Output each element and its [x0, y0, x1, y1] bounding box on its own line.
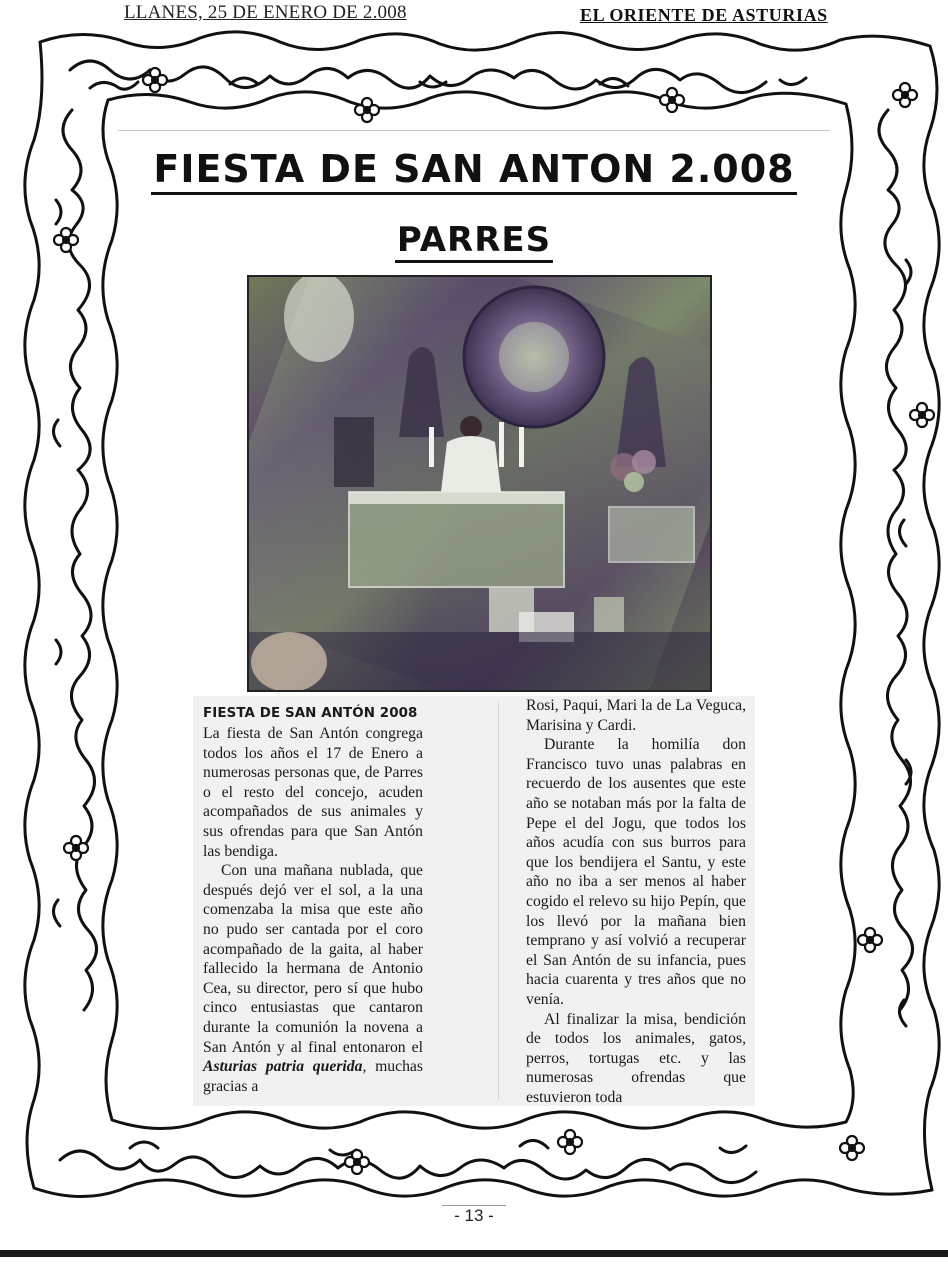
clipping-paragraph: Durante la homilía don Francisco tuvo unas palabras en recuerdo de los ausentes que este año se notaban más por la falta de Pepe el del Jogu, que todos los años acudía con sus burros para que los bendijera el Santu, y este año no iba a ser menos al haber cogido el relevo su hijo Pepín, que los llevó por la mañana bien temprano y así volvió a recuperar el San Antón de su infancia, pues hacia cuarenta y tres años que no venía. [526, 736, 746, 1008]
page-subtitle-text: PARRES [395, 220, 553, 263]
photo-illustration [249, 277, 710, 690]
newspaper-name: EL ORIENTE DE ASTURIAS [580, 5, 828, 25]
clipping-paragraph: Al finalizar la misa, bendición de todos los animales, gatos, perros, tortugas etc. y las numerosas ofrendas que estuvieron toda [526, 1010, 746, 1106]
header-date: LLANES, 25 DE ENERO DE 2.008 [124, 2, 407, 23]
clipping-right-column [526, 696, 746, 1107]
clipping-emphasis: Asturias patria querida [203, 1058, 363, 1076]
page-title-text: FIESTA DE SAN ANTON 2.008 [151, 147, 796, 195]
church-altar-photo [247, 275, 712, 692]
page-title [0, 147, 948, 191]
clipping-paragraph [203, 861, 423, 1096]
clipping-text: , muchas gracias a [203, 1058, 423, 1095]
clipping-text: Con una mañana nublada, que después dejó ver el sol, a la una comenzaba la misa que este año no pudo ser cantada por el coro acompañado de la gaita, al haber fallecido la hermana de Antonio Cea, su director, pero sí que hubo cinco entusiastas que cantaron durante la comunión la novena a San Antón y al final entonaron el [203, 862, 423, 1056]
clipping-paragraph: La fiesta de San Antón congrega todos los años el 17 de Enero a numerosas personas que, de Parres o el resto del concejo, acuden acompañados de sus animales y sus ofrendas para que San Antón las bendiga. [203, 725, 423, 860]
page-number-text: - 13 - [442, 1205, 506, 1226]
clipping-left-column [203, 704, 423, 1096]
page-number [0, 1205, 948, 1226]
news-clipping [193, 696, 755, 1106]
clipping-headline: FIESTA DE SAN ANTÓN 2008 [203, 706, 418, 721]
page-subtitle [0, 220, 948, 260]
clipping-paragraph: Rosi, Paqui, Mari la de La Veguca, Marisina y Cardi. [526, 697, 746, 734]
bottom-rule [0, 1250, 948, 1257]
divider [118, 130, 830, 131]
column-divider [498, 702, 499, 1100]
